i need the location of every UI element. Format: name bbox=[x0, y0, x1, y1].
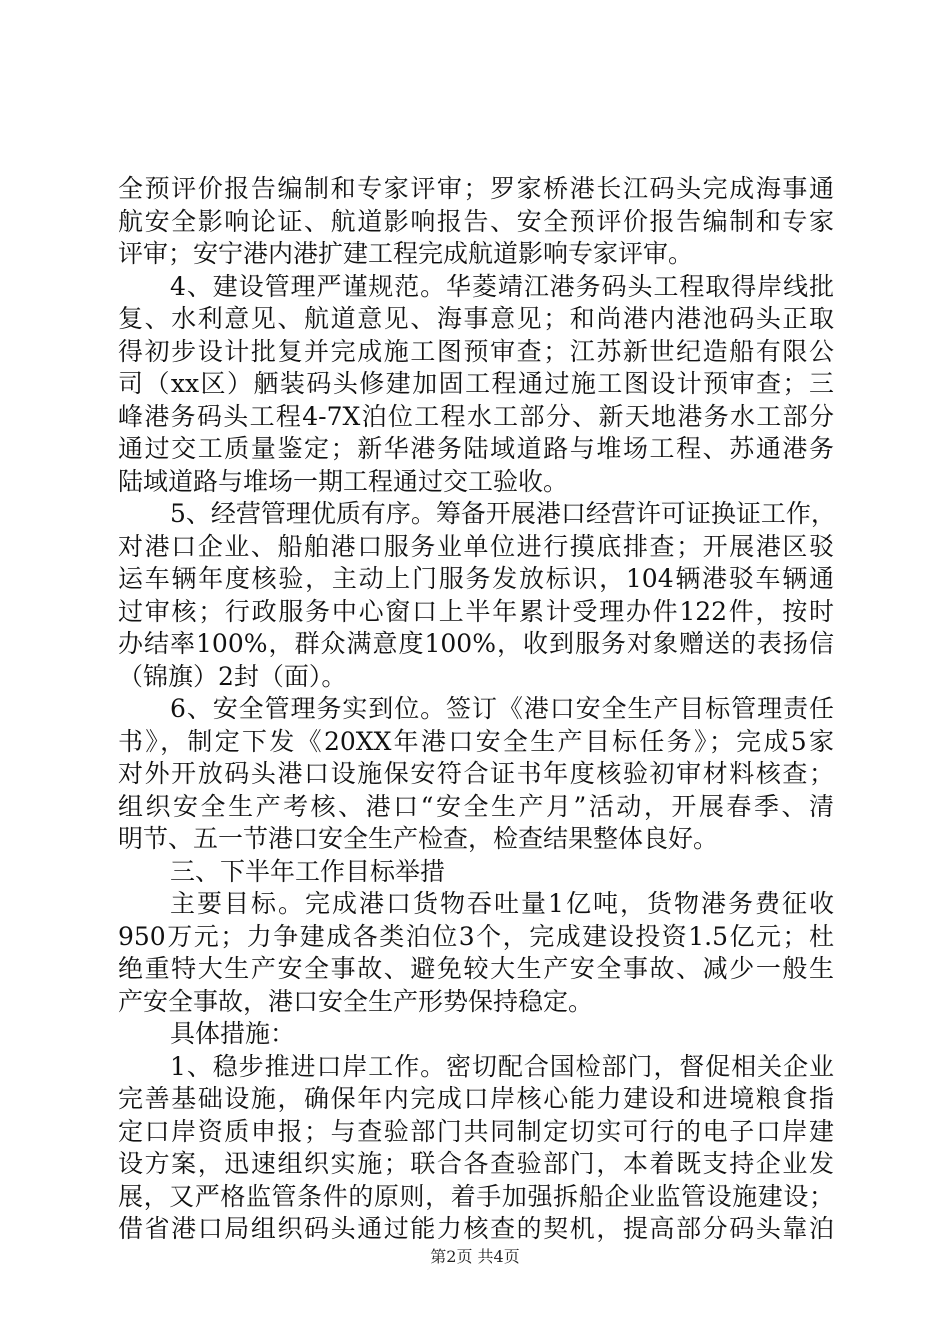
text-line: 6、安全管理务实到位。签订《港口安全生产目标管理责任 bbox=[170, 694, 834, 723]
text-line: 运车辆年度核验，主动上门服务发放标识，104辆港驳车辆通 bbox=[118, 564, 834, 593]
text-line: 得初步设计批复并完成施工图预审查；江苏新世纪造船有限公 bbox=[118, 336, 834, 366]
text-line: 设方案，迅速组织实施；联合各查验部门，本着既支持企业发 bbox=[118, 1149, 834, 1178]
text-line: 具体措施： bbox=[170, 1019, 296, 1048]
text-line: 评审；安宁港内港扩建工程完成航道影响专家评审。 bbox=[118, 239, 694, 268]
text-line: 书》，制定下发《20XX年港口安全生产目标任务》；完成5家 bbox=[118, 726, 834, 756]
text-line: 峰港务码头工程4-7X泊位工程水工部分、新天地港务水工部分 bbox=[118, 401, 834, 431]
text-line: 航安全影响论证、航道影响报告、安全预评价报告编制和专家 bbox=[118, 206, 834, 236]
text-line: 司（xx区）舾装码头修建加固工程通过施工图设计预审查；三 bbox=[118, 369, 834, 398]
text-line: （锦旗）2封（面）。 bbox=[118, 661, 347, 691]
text-line: 过审核；行政服务中心窗口上半年累计受理办件122件，按时 bbox=[118, 596, 834, 626]
text-line: 明节、五一节港口安全生产检查，检查结果整体良好。 bbox=[118, 824, 719, 853]
text-line: 产安全事故，港口安全生产形势保持稳定。 bbox=[118, 986, 594, 1016]
text-line: 950万元；力争建成各类泊位3个，完成建设投资1.5亿元；杜 bbox=[118, 921, 834, 951]
text-line: 定口岸资质申报；与查验部门共同制定切实可行的电子口岸建 bbox=[118, 1116, 834, 1146]
text-line: 5、经营管理优质有序。筹备开展港口经营许可证换证工作， bbox=[170, 499, 836, 528]
text-line: 全预评价报告编制和专家评审；罗家桥港长江码头完成海事通 bbox=[118, 174, 834, 203]
text-line: 1、稳步推进口岸工作。密切配合国检部门，督促相关企业 bbox=[170, 1051, 834, 1081]
text-line: 三、下半年工作目标举措 bbox=[170, 856, 446, 886]
text-line: 借省港口局组织码头通过能力核查的契机，提高部分码头靠泊 bbox=[118, 1214, 834, 1243]
text-line: 对港口企业、船舶港口服务业单位进行摸底排查；开展港区驳 bbox=[118, 531, 834, 561]
text-line: 陆域道路与堆场一期工程通过交工验收。 bbox=[118, 466, 569, 496]
text-line: 完善基础设施，确保年内完成口岸核心能力建设和进境粮食指 bbox=[118, 1084, 834, 1113]
document-body bbox=[118, 173, 834, 1246]
text-line: 复、水利意见、航道意见、海事意见；和尚港内港池码头正取 bbox=[118, 304, 834, 333]
text-line: 4、建设管理严谨规范。华菱靖江港务码头工程取得岸线批 bbox=[170, 271, 834, 301]
text-line: 组织安全生产考核、港口“安全生产月”活动，开展春季、清 bbox=[118, 791, 834, 821]
text-line: 通过交工质量鉴定；新华港务陆域道路与堆场工程、苏通港务 bbox=[118, 434, 834, 463]
text-line: 对外开放码头港口设施保安符合证书年度核验初审材料核查； bbox=[118, 759, 834, 788]
text-line: 绝重特大生产安全事故、避免较大生产安全事故、减少一般生 bbox=[118, 954, 834, 983]
text-line: 主要目标。完成港口货物吞吐量1亿吨，货物港务费征收 bbox=[170, 889, 834, 918]
text-line: 办结率100%，群众满意度100%，收到服务对象赠送的表扬信 bbox=[118, 629, 834, 658]
text-line: 展，又严格监管条件的原则，着手加强拆船企业监管设施建设； bbox=[118, 1181, 834, 1211]
page-footer: 第2页 共4页 bbox=[430, 1247, 520, 1266]
